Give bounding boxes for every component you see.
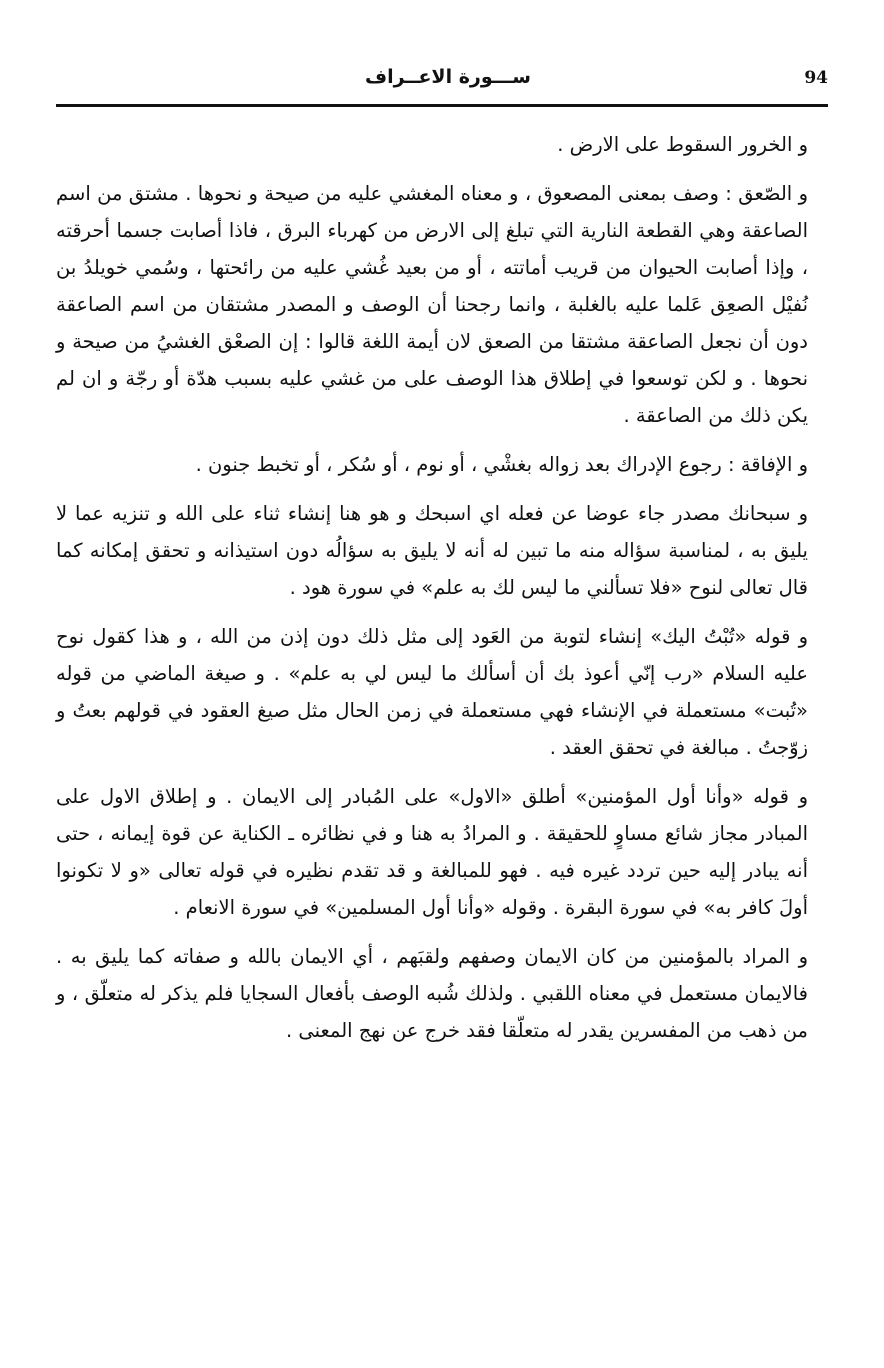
paragraph: و الصّعق : وصف بمعنى المصعوق ، و معناه المغشي عليه من صيحة و نحوها . مشتق من اسم الصاعقة وهي القطعة النارية التي تبلغ إلى الارض من كهرباء البرق ، فاذا أصابت جسما أحرقته ، وإذا أصابت الحيوان من قريب أماتته ، أو من بعيد غُشي عليه من رائحتها ، وسُمي خويلدُ بن نُفيْل الصعِق عَلما عليه بالغلبة ، وانما رجحنا أن الوصف و المصدر مشتقان من اسم الصاعقة دون أن نجعل الصاعقة مشتقا من الصعق لان أيمة اللغة قالوا : إن الصعْق الغشيُ من صيحة و نحوها . و لكن توسعوا في إطلاق هذا الوصف على من غشي عليه بسبب هدّة أو رجّة و ان لم يكن ذلك من الصاعقة . bbox=[56, 182, 808, 427]
paragraph: و الخرور السقوط على الارض . bbox=[557, 133, 808, 156]
paragraph: و قوله «وأنا أول المؤمنين» أطلق «الاول» على المُبادر إلى الايمان . و إطلاق الاول على المبادر مجاز شائع مساوٍ للحقيقة . و المرادُ به هنا و في نظائره ـ الكناية عن قوة إيمانه ، حتى أنه يبادر إليه حين تردد غيره فيه . فهو للمبالغة و قد تقدم نظيره في قوله تعالى «و لا تكونوا أولَ كافر به» في سورة البقرة . وقوله «وأنا أول المسلمين» في سورة الانعام . bbox=[56, 785, 808, 919]
page-number: 94 bbox=[804, 68, 828, 88]
paragraph: و الإفاقة : رجوع الإدراك بعد زواله بغشْي ، أو نوم ، أو سُكر ، أو تخبط جنون . bbox=[195, 453, 808, 476]
paragraph: و المراد بالمؤمنين من كان الايمان وصفهم ولقبَهم ، أي الايمان بالله و صفاته كما يليق به . فالايمان مستعمل في معناه اللقبي . ولذلك شُبه الوصف بأفعال السجايا فلم يذكر له متعلّق ، و من ذهب من المفسرين يقدر له متعلّقا فقد خرج عن نهج المعنى . bbox=[56, 945, 808, 1042]
running-title: ســـورة الاعــراف bbox=[365, 66, 531, 88]
header-rule bbox=[56, 104, 828, 107]
page-header bbox=[58, 64, 828, 100]
paragraph: و قوله «تُبْتُ اليك» إنشاء لتوبة من العَود إلى مثل ذلك دون إذن من الله ، و هذا كقول نوح عليه السلام «رب إنّي أعوذ بك أن أسألك ما ليس لي به علم» . و صيغة الماضي من قوله «تُبت» مستعملة في الإنشاء فهي مستعملة في زمن الحال مثل صيغ العقود في قولهم بعتُ و زوّجتُ . مبالغة في تحقق العقد . bbox=[56, 625, 808, 759]
paragraph: و سبحانك مصدر جاء عوضا عن فعله اي اسبحك و هو هنا إنشاء ثناء على الله و تنزيه عما لا يليق به ، لمناسبة سؤاله منه ما تبين له أنه لا يليق به سؤالُه دون استيذانه و تحقق إمكانه كما قال تعالى لنوح «فلا تسألني ما ليس لك به علم» في سورة هود . bbox=[56, 502, 808, 599]
page-body bbox=[56, 126, 808, 1049]
